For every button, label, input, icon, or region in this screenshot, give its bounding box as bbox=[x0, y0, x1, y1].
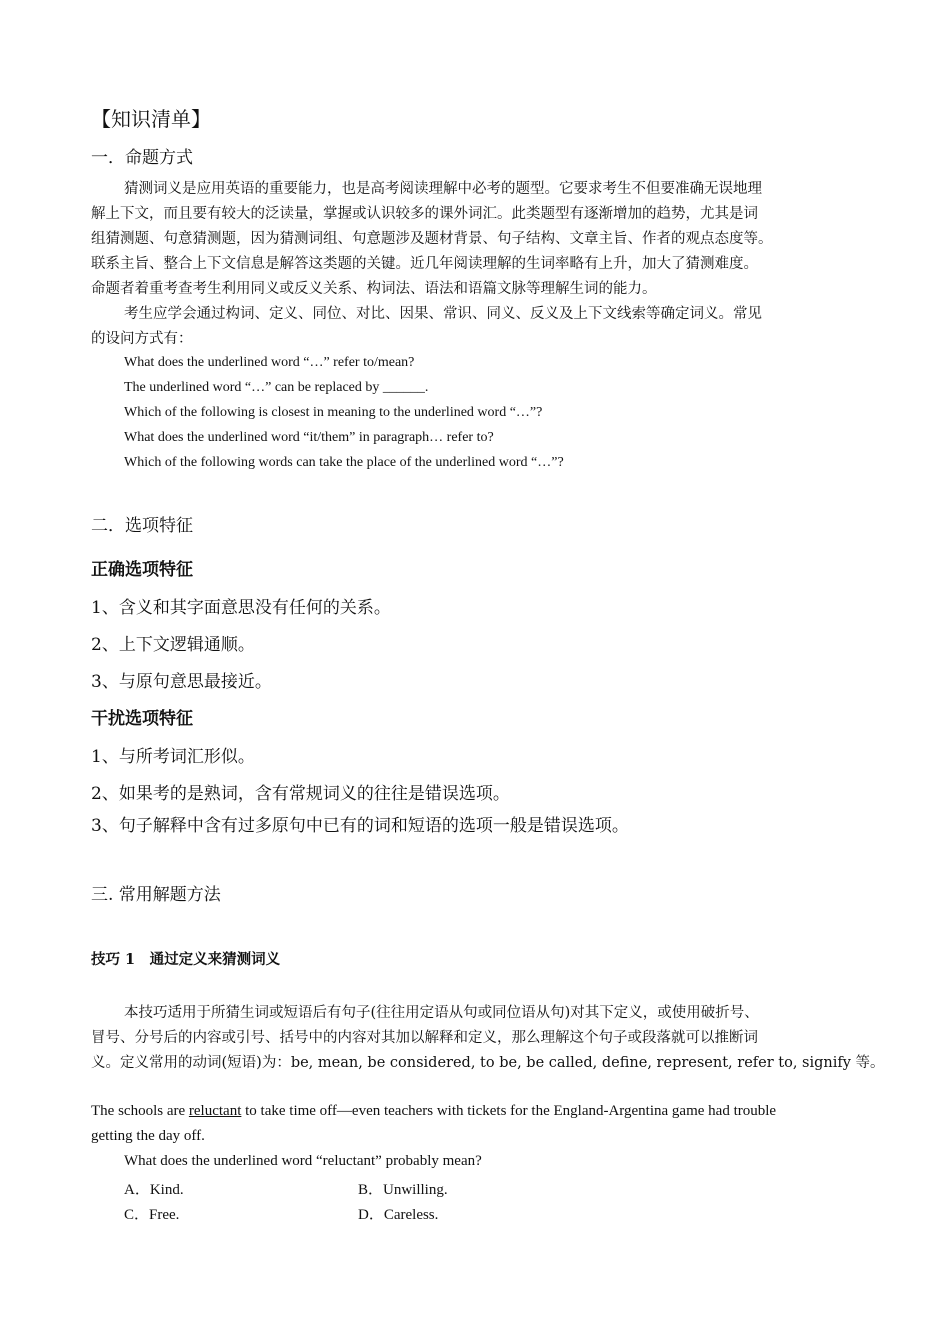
section1-para1-line4: 联系主旨、整合上下文信息是解答这类题的关键。近几年阅读理解的生词率略有上升，加大了猜测难度。 bbox=[91, 256, 758, 272]
correct-options-heading: 正确选项特征 bbox=[91, 560, 193, 580]
section2-heading: 二．选项特征 bbox=[91, 516, 193, 536]
distractor-item-1: 1、与所考词汇形似。 bbox=[91, 747, 255, 767]
question-format-1: What does the underlined word “…” refer to/mean? bbox=[124, 355, 415, 370]
option-c: C．Free. bbox=[124, 1207, 180, 1223]
section1-heading: 一．命题方式 bbox=[91, 148, 193, 168]
section1-para2-line1: 考生应学会通过构词、定义、同位、对比、因果、常识、同义、反义及上下文线索等确定词义。常见 bbox=[124, 306, 762, 322]
example-sentence-line2: getting the day off. bbox=[91, 1128, 205, 1144]
distractor-item-2: 2、如果考的是熟词，含有常规词义的往往是错误选项。 bbox=[91, 784, 510, 804]
example-text-after: to take time off—even teachers with tickets for the England-Argentina game had trouble bbox=[241, 1103, 777, 1119]
example-text-before: The schools are bbox=[91, 1103, 189, 1119]
option-a: A．Kind. bbox=[124, 1182, 184, 1198]
example-sentence-line1 bbox=[91, 1103, 776, 1120]
section1-para1-line1: 猜测词义是应用英语的重要能力，也是高考阅读理解中必考的题型。它要求考生不但要准确无误地理 bbox=[124, 181, 762, 197]
section1-para1-line2: 解上下文，而且要有较大的泛读量，掌握或认识较多的课外词汇。此类题型有逐渐增加的趋势，尤其是词 bbox=[91, 206, 758, 222]
correct-item-2: 2、上下文逻辑通顺。 bbox=[91, 635, 255, 655]
tip-para-line2: 冒号、分号后的内容或引号、括号中的内容对其加以解释和定义，那么理解这个句子或段落就可以推断词 bbox=[91, 1030, 758, 1046]
option-b: B．Unwilling. bbox=[358, 1182, 448, 1198]
distractor-options-heading: 干扰选项特征 bbox=[91, 709, 193, 729]
tip-para-line1: 本技巧适用于所猜生词或短语后有句子(往往用定语从句或同位语从句)对其下定义，或使用破折号、 bbox=[124, 1005, 759, 1021]
section1-para1-line3: 组猜测题、句意猜测题，因为猜测词组、句意题涉及题材背景、句子结构、文章主旨、作者的观点态度等。 bbox=[91, 231, 773, 247]
page-title: 【知识清单】 bbox=[91, 107, 211, 131]
question-format-2: The underlined word “…” can be replaced by ______. bbox=[124, 380, 429, 395]
option-d: D．Careless. bbox=[358, 1207, 439, 1223]
section1-para2-line2: 的设问方式有： bbox=[91, 331, 193, 347]
underlined-word: reluctant bbox=[188, 1103, 242, 1119]
question-format-3: Which of the following is closest in meaning to the underlined word “…”? bbox=[124, 405, 543, 420]
section1-para1-line5: 命题者着重考查考生利用同义或反义关系、构词法、语法和语篇文脉等理解生词的能力。 bbox=[91, 281, 657, 297]
question-format-5: Which of the following words can take the place of the underlined word “…”? bbox=[124, 455, 564, 470]
section3-heading: 三. 常用解题方法 bbox=[91, 885, 221, 905]
distractor-item-3: 3、句子解释中含有过多原句中已有的词和短语的选项一般是错误选项。 bbox=[91, 816, 629, 836]
question-format-4: What does the underlined word “it/them” in paragraph… refer to? bbox=[124, 430, 494, 445]
tip-para-line3: 义。定义常用的动词(短语)为：be, mean, be considered, to be, be called, define, represent, refer to, signify 等。 bbox=[91, 1055, 885, 1071]
tip-title: 技巧 1 通过定义来猜测词义 bbox=[91, 951, 281, 968]
example-question: What does the underlined word “reluctant” probably mean? bbox=[124, 1153, 482, 1169]
correct-item-3: 3、与原句意思最接近。 bbox=[91, 672, 272, 692]
correct-item-1: 1、含义和其字面意思没有任何的关系。 bbox=[91, 598, 391, 618]
